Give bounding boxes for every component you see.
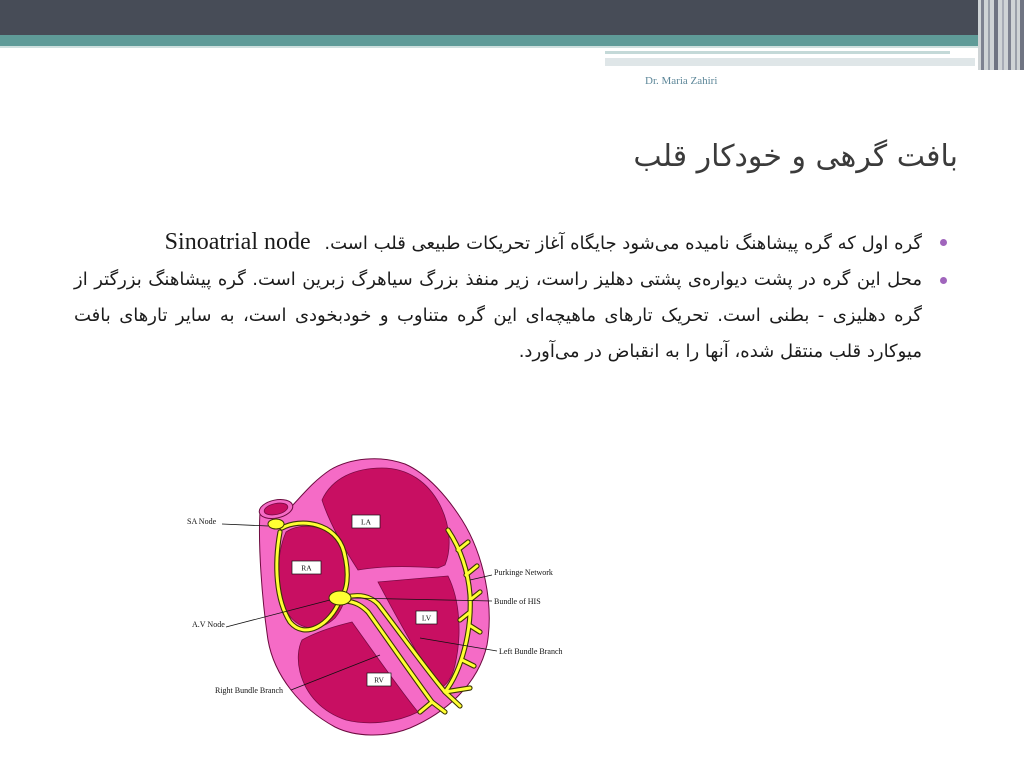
lv-label: LV	[421, 613, 432, 623]
bullet-text: محل این گره در پشت دیواره‌ی پشتی دهلیز راست، زیر منفذ بزرگ سیاهرگ زبرین است. گره پیشاهنگ بزرگتر از گره دهلیزی - بطنی است. تحریک تارهای ماهیچه‌ای این گره متناوب و خودبخودی است، به سایر تارهای بافت میوکارد قلب منتقل شده، آنها را به انقباض در می‌آورد.	[74, 269, 922, 362]
heart-body	[258, 459, 490, 735]
sa-node-marker	[268, 519, 284, 529]
header-dark-band	[0, 0, 1024, 35]
header-accent-line	[605, 51, 950, 54]
slide-title: بافت گرهی و خودکار قلب	[633, 139, 958, 174]
bullet-text: گره اول که گره پیشاهنگ نامیده می‌شود جایگاه آغاز تحریکات طبیعی قلب است.	[324, 233, 922, 254]
bullet-term: Sinoatrial node	[164, 229, 311, 255]
sa-node-label: SA Node	[187, 517, 217, 526]
header-teal-band	[0, 35, 978, 46]
bundle-of-his-label: Bundle of HIS	[494, 597, 541, 606]
header-accent-band	[605, 58, 975, 66]
purkinje-network-label: Purkinge Network	[494, 568, 553, 577]
right-bundle-branch-label: Right Bundle Branch	[215, 686, 283, 695]
rv-label: RV	[374, 675, 384, 685]
bullet-item	[74, 224, 922, 262]
ra-label: RA	[301, 563, 312, 573]
author-name: Dr. Maria Zahiri	[645, 75, 718, 87]
bullet-dot-icon	[940, 277, 947, 284]
header-decoration	[0, 0, 1024, 72]
bullet-item	[74, 262, 922, 370]
header-thin-line	[0, 46, 978, 48]
av-node-marker	[329, 591, 351, 605]
bullet-list	[74, 224, 922, 370]
av-node-label: A.V Node	[192, 620, 225, 629]
heart-conduction-diagram	[180, 450, 580, 750]
left-bundle-branch-label: Left Bundle Branch	[499, 647, 563, 656]
la-label: LA	[361, 517, 371, 527]
header-vertical-stripes	[978, 0, 1024, 70]
bullet-dot-icon	[940, 239, 947, 246]
